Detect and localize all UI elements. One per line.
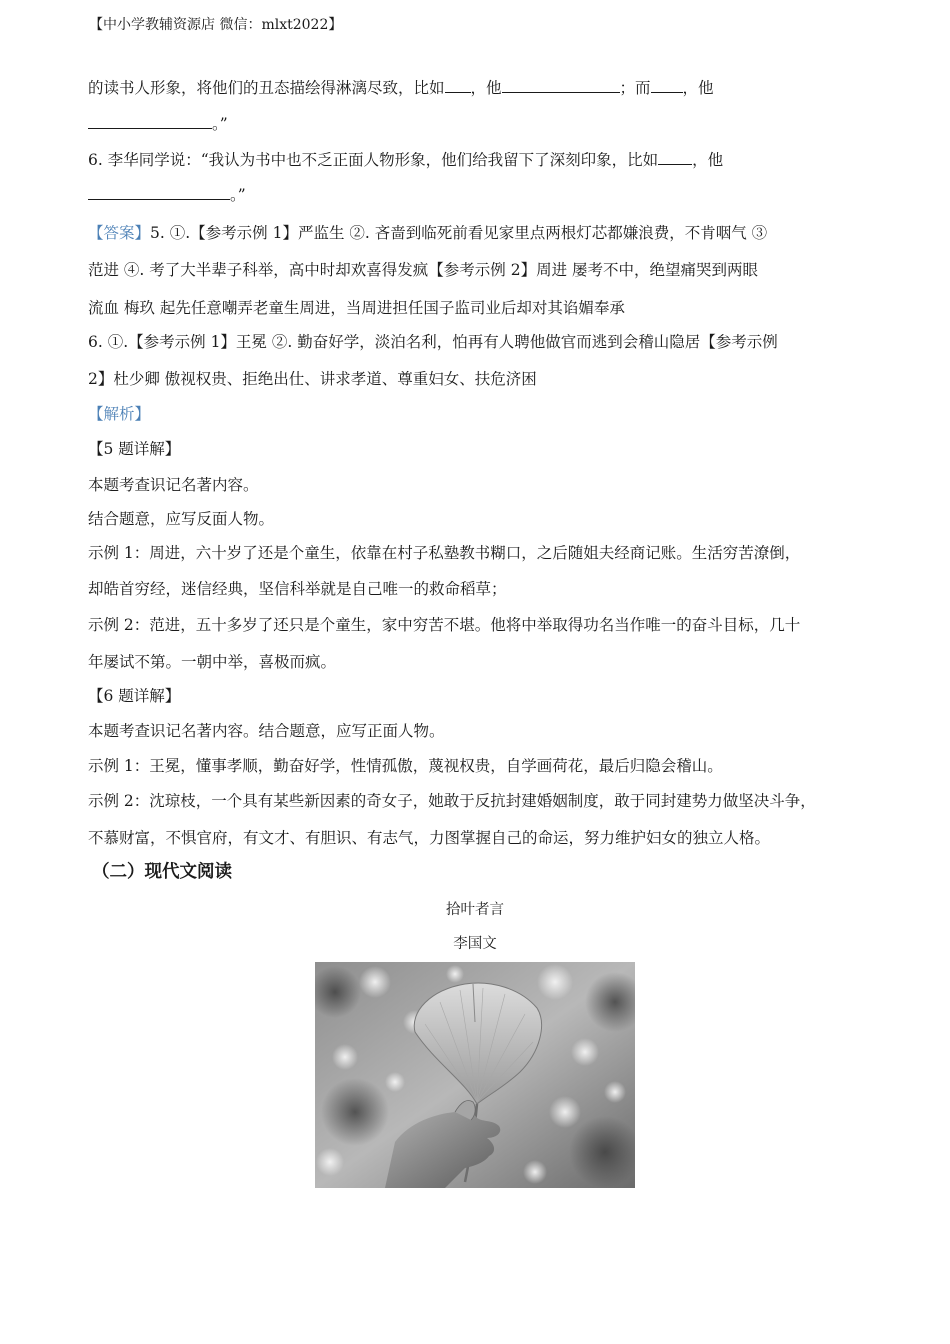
question5-line2-end: 。”	[212, 115, 228, 133]
section-title: （二）现代文阅读	[92, 862, 232, 882]
question6-line1	[88, 148, 723, 170]
analysis-label: 【解析】	[88, 405, 151, 423]
answer-q6-line2: 2】杜少卿 傲视权贵、拒绝出仕、讲求孝道、尊重妇女、扶危济困	[88, 370, 537, 388]
question5-text-d: ，他	[682, 79, 714, 97]
analysis-q6-line4: 不慕财富，不惧官府，有文才、有胆识、有志气，力图掌握自己的命运，努力维护妇女的独立人格。	[88, 829, 771, 847]
answer-blank[interactable]	[445, 78, 471, 93]
article-author: 李国文	[453, 936, 497, 952]
question5-text-b: ，他	[470, 79, 502, 97]
analysis-q5-title: 【5 题详解】	[88, 440, 181, 458]
question5-line1	[88, 76, 714, 98]
analysis-q5-line4: 却皓首穷经，迷信经典，坚信科举就是自己唯一的救命稻草；	[88, 580, 507, 598]
answer-blank[interactable]	[502, 78, 620, 93]
analysis-q5-line2: 结合题意，应写反面人物。	[88, 510, 275, 528]
analysis-q5-line3: 示例 1：周进，六十岁了还是个童生，依靠在村子私塾教书糊口，之后随姐夫经商记账。生活穷苦潦倒，	[88, 544, 801, 562]
analysis-q6-title: 【6 题详解】	[88, 687, 181, 705]
page-header: 【中小学教辅资源店 微信：mlxt2022】	[89, 17, 343, 33]
answer-q5-line1	[88, 221, 767, 243]
answer-blank[interactable]	[88, 114, 212, 129]
question6-text-a: 6. 李华同学说：“我认为书中也不乏正面人物形象，他们给我留下了深刻印象，比如	[88, 151, 659, 169]
analysis-q5-line1: 本题考查识记名著内容。	[88, 476, 259, 494]
analysis-q6-line2: 示例 1：王冕，懂事孝顺，勤奋好学，性情孤傲，蔑视权贵，自学画荷花，最后归隐会稽山。	[88, 757, 723, 775]
question5-line2	[88, 112, 228, 134]
answer-blank[interactable]	[88, 185, 230, 200]
analysis-q5-line6: 年屡试不第。一朝中举，喜极而疯。	[88, 653, 337, 671]
answer-q5-text1: 5. ①.【参考示例 1】严监生 ②. 吝啬到临死前看见家里点两根灯芯都嫌浪费，不肯咽气 ③	[150, 224, 768, 242]
analysis-q6-line3: 示例 2：沈琼枝，一个具有某些新因素的奇女子，她敢于反抗封建婚姻制度，敢于同封建势力做坚决斗争，	[88, 792, 816, 810]
ginkgo-leaf-photo	[315, 962, 635, 1188]
analysis-q6-line1: 本题考查识记名著内容。结合题意，应写正面人物。	[88, 722, 445, 740]
question5-text-c: ；而	[619, 79, 651, 97]
answer-q5-line2: 范进 ④. 考了大半辈子科举，高中时却欢喜得发疯【参考示例 2】周进 屡考不中，绝望痛哭到两眼	[88, 261, 758, 279]
analysis-q5-line5: 示例 2：范进，五十多岁了还只是个童生，家中穷苦不堪。他将中举取得功名当作唯一的奋斗目标，几十	[88, 616, 801, 634]
answer-blank[interactable]	[658, 150, 692, 165]
article-title: 拾叶者言	[446, 902, 504, 918]
question6-line2	[88, 183, 246, 205]
answer-blank[interactable]	[651, 78, 683, 93]
question6-text-b: ，他	[692, 151, 724, 169]
answer-q5-line3: 流血 梅玖 起先任意嘲弄老童生周进，当周进担任国子监司业后却对其谄媚奉承	[88, 299, 625, 317]
answer-label: 【答案】	[88, 224, 151, 242]
question6-line2-end: 。”	[230, 186, 246, 204]
answer-q6-line1: 6. ①.【参考示例 1】王冕 ②. 勤奋好学，淡泊名利，怕再有人聘他做官而逃到会稽山隐居【参考示例	[88, 333, 778, 351]
question5-text-a: 的读书人形象，将他们的丑态描绘得淋漓尽致，比如	[88, 79, 445, 97]
